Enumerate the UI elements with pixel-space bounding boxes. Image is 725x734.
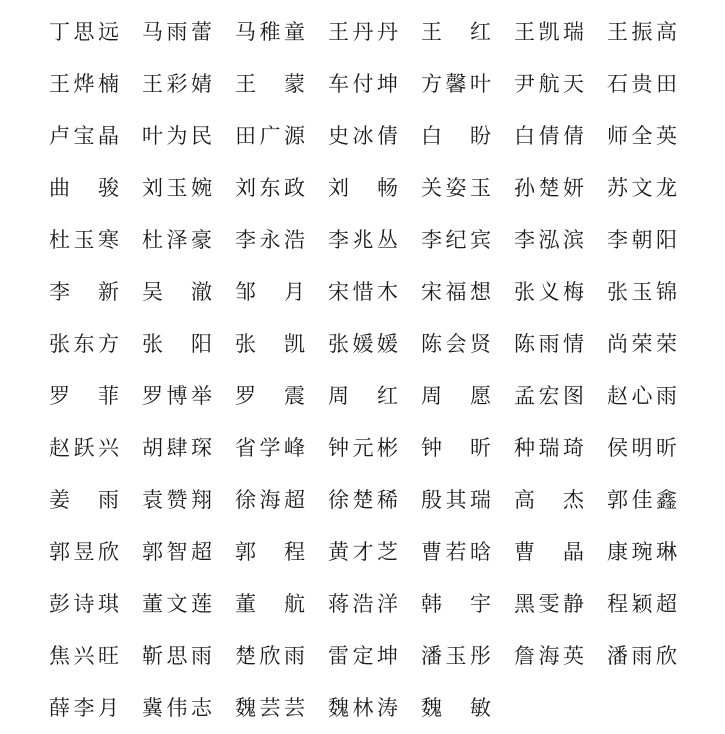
name-entry: 苏 文 龙 [607,175,677,200]
name-entry: 靳 思 雨 [142,643,212,668]
name-entry: 楚 欣 雨 [235,643,305,668]
name-entry: 杜 玉 寒 [49,227,119,252]
name-entry: 郭 智 超 [142,539,212,564]
name-entry: 李 永 浩 [235,227,305,252]
name-entry: 钟 昕 [421,435,491,460]
name-entry: 董 航 [235,591,305,616]
name-entry: 黑 雯 静 [514,591,584,616]
name-entry: 魏 林 涛 [328,695,398,720]
name-entry: 田 广 源 [235,123,305,148]
name-entry: 王 振 高 [607,19,677,44]
name-entry: 彭 诗 琪 [49,591,119,616]
name-entry: 赵 心 雨 [607,383,677,408]
name-entry: 胡 肆 琛 [142,435,212,460]
name-entry: 宋 福 想 [421,279,491,304]
name-entry: 程 颖 超 [607,591,677,616]
name-entry: 钟 元 彬 [328,435,398,460]
name-entry: 郭 佳 鑫 [607,487,677,512]
name-entry: 张 凯 [235,331,305,356]
name-entry: 徐 海 超 [235,487,305,512]
name-entry: 马 雨 蕾 [142,19,212,44]
name-entry: 郭 程 [235,539,305,564]
name-entry: 薛 李 月 [49,695,119,720]
name-entry: 曹 晶 [514,539,584,564]
name-entry: 吴 澈 [142,279,212,304]
name-entry: 曹 若 晗 [421,539,491,564]
name-entry: 李 兆 丛 [328,227,398,252]
name-entry: 张 玉 锦 [607,279,677,304]
name-list-grid [49,6,700,734]
name-entry: 白 倩 倩 [514,123,584,148]
name-entry: 孟 宏 图 [514,383,584,408]
name-entry: 张 阳 [142,331,212,356]
name-entry: 杜 泽 豪 [142,227,212,252]
name-entry: 陈 会 贤 [421,331,491,356]
name-entry: 王 蒙 [235,71,305,96]
name-entry: 袁 赞 翔 [142,487,212,512]
name-entry: 李 纪 宾 [421,227,491,252]
name-entry: 关 姿 玉 [421,175,491,200]
name-entry: 姜 雨 [49,487,119,512]
name-entry: 车 付 坤 [328,71,398,96]
name-entry: 张 东 方 [49,331,119,356]
name-entry: 马 稚 童 [235,19,305,44]
name-entry: 冀 伟 志 [142,695,212,720]
name-entry: 陈 雨 情 [514,331,584,356]
name-entry: 罗 菲 [49,383,119,408]
name-entry: 李 新 [49,279,119,304]
name-entry: 郭 昱 欣 [49,539,119,564]
name-entry: 张 媛 媛 [328,331,398,356]
name-entry: 刘 玉 婉 [142,175,212,200]
name-entry: 高 杰 [514,487,584,512]
name-entry: 史 冰 倩 [328,123,398,148]
name-entry: 叶 为 民 [142,123,212,148]
name-entry: 周 愿 [421,383,491,408]
name-entry: 蒋 浩 洋 [328,591,398,616]
name-entry: 潘 玉 彤 [421,643,491,668]
name-entry: 周 红 [328,383,398,408]
name-entry: 白 盼 [421,123,491,148]
name-entry: 刘 东 政 [235,175,305,200]
name-entry: 邹 月 [235,279,305,304]
name-entry: 侯 明 昕 [607,435,677,460]
name-entry: 王 彩 婧 [142,71,212,96]
name-entry: 殷 其 瑞 [421,487,491,512]
name-entry: 王 烨 楠 [49,71,119,96]
name-entry: 詹 海 英 [514,643,584,668]
name-entry: 石 贵 田 [607,71,677,96]
name-entry: 赵 跃 兴 [49,435,119,460]
name-entry: 方 馨 叶 [421,71,491,96]
name-entry: 刘 畅 [328,175,398,200]
name-entry: 徐 楚 稀 [328,487,398,512]
name-entry: 尹 航 天 [514,71,584,96]
name-entry: 卢 宝 晶 [49,123,119,148]
name-entry: 李 朝 阳 [607,227,677,252]
name-entry: 魏 敏 [421,695,491,720]
name-entry: 省 学 峰 [235,435,305,460]
name-entry: 焦 兴 旺 [49,643,119,668]
name-entry: 董 文 莲 [142,591,212,616]
name-entry: 雷 定 坤 [328,643,398,668]
name-entry: 种 瑞 琦 [514,435,584,460]
name-entry: 王 丹 丹 [328,19,398,44]
name-entry: 宋 惜 木 [328,279,398,304]
name-entry: 韩 宇 [421,591,491,616]
name-entry: 张 义 梅 [514,279,584,304]
name-entry: 孙 楚 妍 [514,175,584,200]
name-entry: 王 凯 瑞 [514,19,584,44]
name-entry: 黄 才 芝 [328,539,398,564]
name-entry: 尚 荣 荣 [607,331,677,356]
name-entry: 康 琬 琳 [607,539,677,564]
name-entry: 魏 芸 芸 [235,695,305,720]
name-entry: 罗 博 举 [142,383,212,408]
name-entry: 潘 雨 欣 [607,643,677,668]
name-entry: 师 全 英 [607,123,677,148]
name-entry: 曲 骏 [49,175,119,200]
name-entry: 李 泓 滨 [514,227,584,252]
name-entry: 丁 思 远 [49,19,119,44]
name-entry: 罗 震 [235,383,305,408]
name-entry: 王 红 [421,19,491,44]
